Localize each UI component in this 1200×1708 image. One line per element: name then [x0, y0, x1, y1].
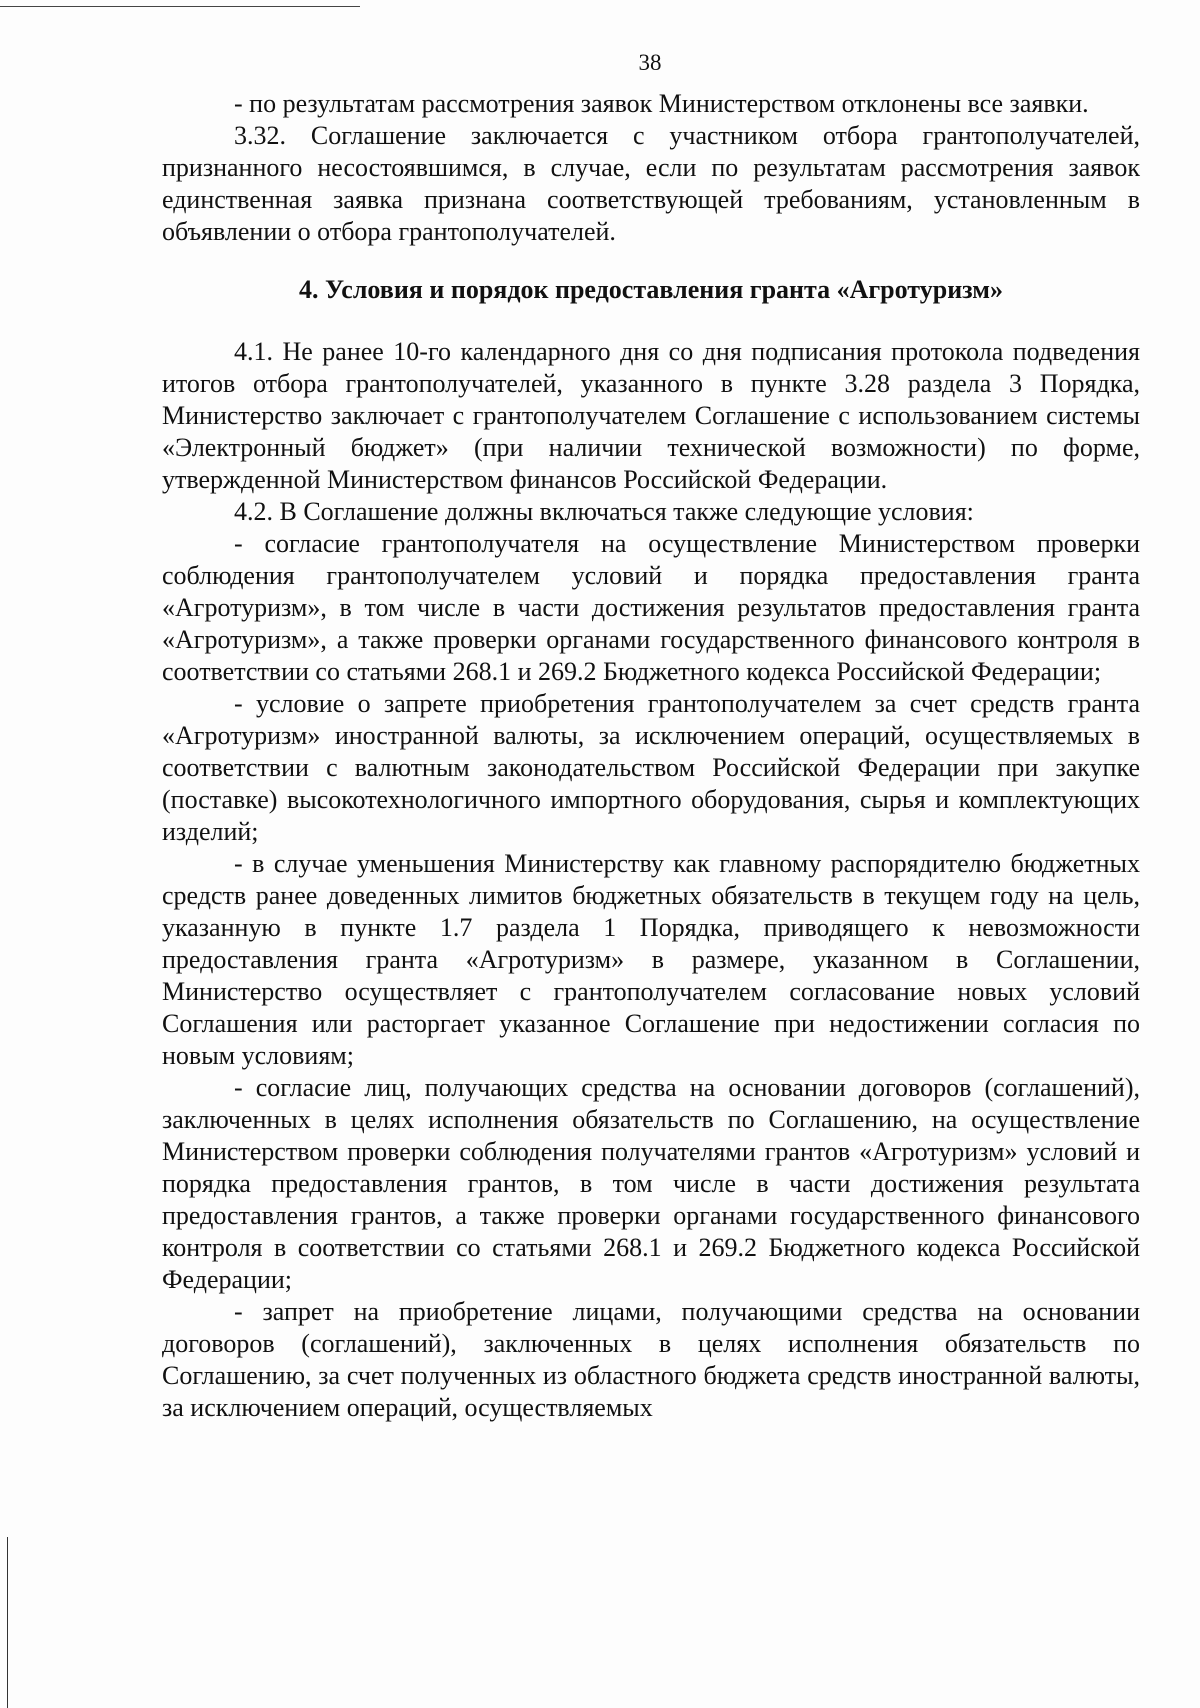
page-number: 38 — [638, 50, 662, 75]
list-item-currency-prohibition: - условие о запрете приобретения грантополучателем за счет средств гранта «Агротуризм» иностранной валюты, за исключением операций, осуществляемых в соответствии с валютным законодательством Российской Федерации при закупке (поставке) высокотехнологичного импортного оборудования, сырья и комплектующих изделий; — [162, 689, 1140, 846]
paragraph-rejected-applications: - по результатам рассмотрения заявок Министерством отклонены все заявки. — [234, 89, 1089, 118]
list-item-third-party-consent: - согласие лиц, получающих средства на основании договоров (соглашений), заключенных в целях исполнения обязательств по Соглашению, на осуществление Министерством проверки соблюдения получателями грантов «Агротуризм» условий и порядка предоставления грантов, в том числе в части достижения результата предоставления грантов, а также проверки органами государственного финансового контроля в соответствии со статьями 268.1 и 269.2 Бюджетного кодекса Российской Федерации; — [162, 1073, 1140, 1294]
document-body — [162, 88, 1140, 1424]
list-item-consent-inspection: - согласие грантополучателя на осуществление Министерством проверки соблюдения грантополучателем условий и порядка предоставления гранта «Агротуризм», в том числе в части достижения результатов предоставления гранта «Агротуризм», а также проверки органами государственного финансового контроля в соответствии со статьями 268.1 и 269.2 Бюджетного кодекса Российской Федерации; — [162, 529, 1140, 686]
paragraph-4-2: 4.2. В Соглашение должны включаться также следующие условия: — [234, 497, 974, 526]
list-item-third-party-currency-prohibition: - запрет на приобретение лицами, получающими средства на основании договоров (соглашений), заключенных в целях исполнения обязательств по Соглашению, за счет полученных из областного бюджета средств иностранной валюты, за исключением операций, осуществляемых — [162, 1297, 1140, 1422]
scan-top-edge-line — [0, 6, 360, 7]
section-heading: 4. Условия и порядок предоставления гранта «Агротуризм» — [299, 275, 1003, 304]
paragraph-3-32: 3.32. Соглашение заключается с участником отбора грантополучателей, признанного несостоявшимся, в случае, если по результатам рассмотрения заявок единственная заявка признана соответствующей требованиям, установленным в объявлении о отбора грантополучателей. — [162, 121, 1140, 246]
scan-left-edge-line — [7, 1537, 8, 1708]
list-item-budget-reduction: - в случае уменьшения Министерству как главному распорядителю бюджетных средств ранее доведенных лимитов бюджетных обязательств в текущем году на цель, указанную в пункте 1.7 раздела 1 Порядка, приводящего к невозможности предоставления гранта «Агротуризм» в размере, указанном в Соглашении, Министерство осуществляет с грантополучателем согласование новых условий Соглашения или расторгает указанное Соглашение при недостижении согласия по новым условиям; — [162, 849, 1140, 1070]
paragraph-4-1: 4.1. Не ранее 10-го календарного дня со дня подписания протокола подведения итогов отбора грантополучателей, указанного в пункте 3.28 раздела 3 Порядка, Министерство заключает с грантополучателем Соглашение с использованием системы «Электронный бюджет» (при наличии технической возможности) по форме, утвержденной Министерством финансов Российской Федерации. — [162, 337, 1140, 494]
